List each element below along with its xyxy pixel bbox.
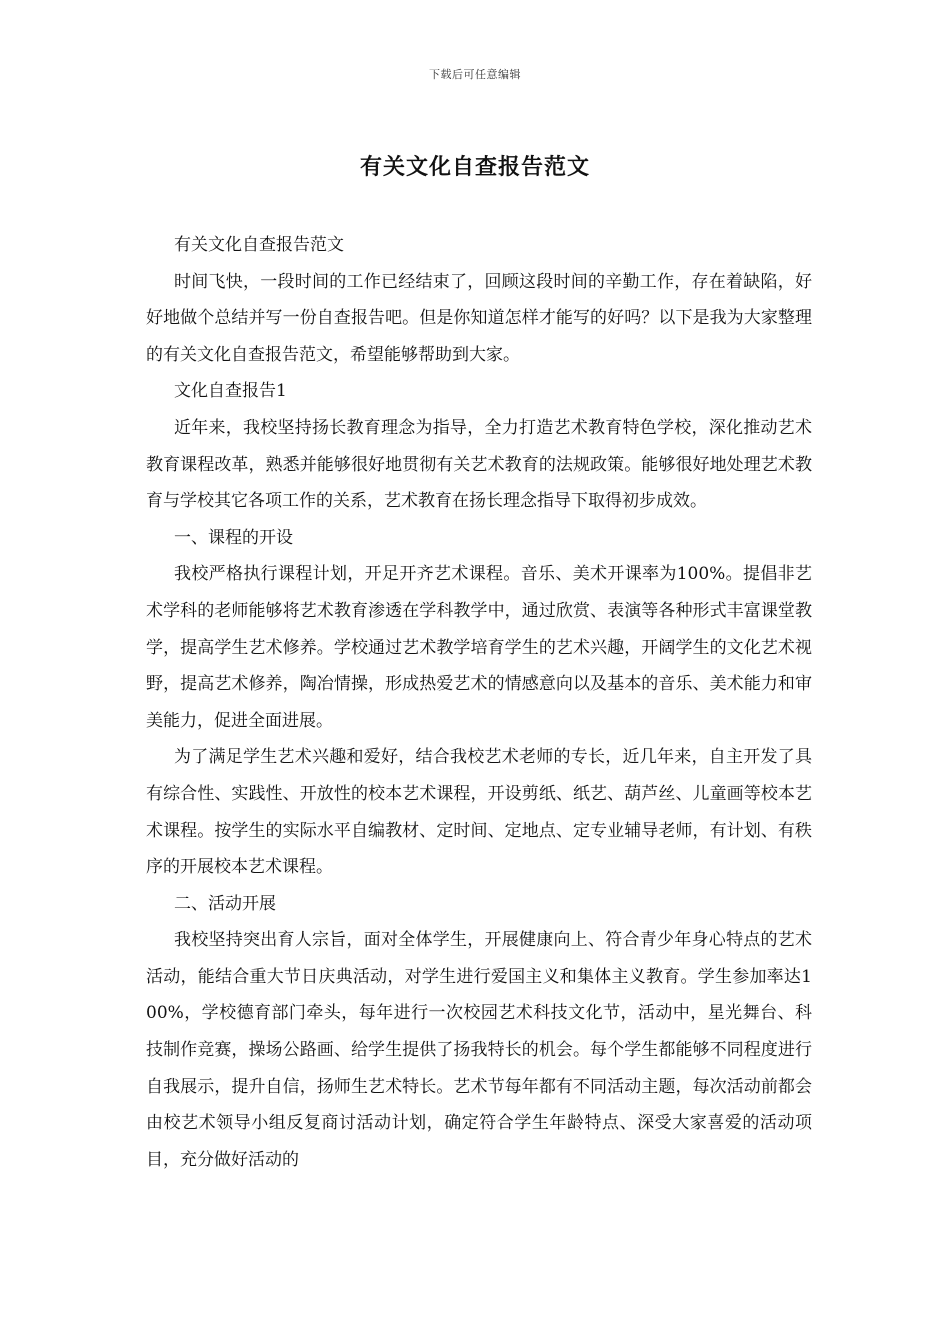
paragraph-courses: 我校严格执行课程计划，开足开齐艺术课程。音乐、美术开课率为100%。提倡非艺术学科的老师能够将艺术教育渗透在学科教学中，通过欣赏、表演等各种形式丰富课堂教学，提高学生艺术修养。学校通过艺术教学培育学生的艺术兴趣，开阔学生的文化艺术视野，提高艺术修养，陶冶情操，形成热爱艺术的情感意向以及基本的音乐、美术能力和审美能力，促进全面进展。: [146, 564, 812, 731]
paragraph-report-heading: 文化自查报告1: [174, 381, 287, 402]
paragraph-intro: 时间飞快，一段时间的工作已经结束了，回顾这段时间的辛勤工作，存在着缺陷，好好地做个总结并写一份自查报告吧。但是你知道怎样才能写的好吗？以下是我为大家整理的有关文化自查报告范文，希望能够帮助到大家。: [146, 271, 812, 365]
paragraph-activities: 我校坚持突出育人宗旨，面对全体学生，开展健康向上、符合青少年身心特点的艺术活动，能结合重大节日庆典活动，对学生进行爱国主义和集体主义教育。学生参加率达100%，学校德育部门牵头，每年进行一次校园艺术科技文化节，活动中，星光舞台、科技制作竞赛，操场公路画、给学生提供了扬我特长的机会。每个学生都能够不同程度进行自我展示，提升自信，扬师生艺术特长。艺术节每年都有不同活动主题，每次活动前都会由校艺术领导小组反复商讨活动计划，确定符合学生年龄特点、深受大家喜爱的活动项目，充分做好活动的: [146, 930, 812, 1170]
paragraph-school-courses: 为了满足学生艺术兴趣和爱好，结合我校艺术老师的专长，近几年来，自主开发了具有综合性、实践性、开放性的校本艺术课程，开设剪纸、纸艺、葫芦丝、儿童画等校本艺术课程。按学生的实际水平自编教材、定时间、定地点、定专业辅导老师，有计划、有秩序的开展校本艺术课程。: [146, 747, 812, 878]
paragraph-subtitle: 有关文化自查报告范文: [174, 235, 344, 255]
page-header-note: 下载后可任意编辑: [429, 68, 521, 81]
section-heading-courses: 一、课程的开设: [174, 527, 293, 548]
section-heading-activities: 二、活动开展: [174, 893, 276, 914]
paragraph-overview: 近年来，我校坚持扬长教育理念为指导，全力打造艺术教育特色学校，深化推动艺术教育课程改革，熟悉并能够很好地贯彻有关艺术教育的法规政策。能够很好地处理艺术教育与学校其它各项工作的关系，艺术教育在扬长理念指导下取得初步成效。: [146, 417, 812, 512]
document-body: [146, 227, 812, 1178]
document-title: 有关文化自查报告范文: [359, 154, 590, 180]
